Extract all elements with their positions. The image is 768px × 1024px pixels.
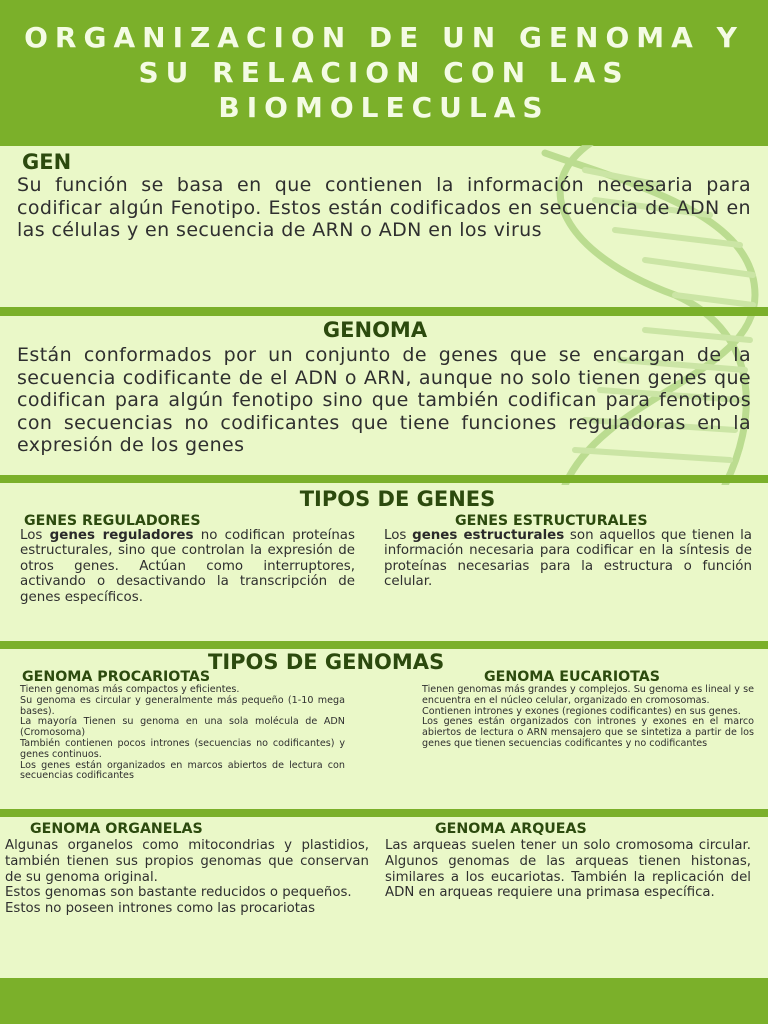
header-banner <box>0 0 768 146</box>
divider-bar <box>0 307 768 316</box>
genoma-text: Están conformados por un conjunto de genes que se encargan de la secuencia codificante de el ADN o ARN, aunque no solo tienen genes que codifican para algún fenotipo sino que también codifican para fenotipos con secuencias no codificantes que tiene funciones reguladoras en la expresión de los genes <box>17 344 751 457</box>
genes-estructurales-title: GENES ESTRUCTURALES <box>455 513 648 529</box>
tipos-genomas-title: TIPOS DE GENOMAS <box>208 650 445 674</box>
genoma-title: GENOMA <box>322 318 428 342</box>
gen-title: GEN <box>22 150 72 174</box>
genoma-eucariotas-title: GENOMA EUCARIOTAS <box>484 669 660 685</box>
tipos-genes-title: TIPOS DE GENES <box>299 487 496 511</box>
genoma-procariotas-text: Tienen genomas más compactos y eficientes. Su genoma es circular y generalmente más pequeño (1-10 mega bases). La mayoría Tienen su genoma en una sola molécula de ADN (Cromosoma) También contienen pocos intrones (secuencias no codificantes) y genes continuos. Los genes están organizados en marcos abiertos de lectura con secuencias codificantes <box>20 684 345 782</box>
genes-reguladores-title: GENES REGULADORES <box>24 513 201 529</box>
gen-text: Su función se basa en que contienen la información necesaria para codificar algún Fenotipo. Estos están codificados en secuencia de ADN en las células y en secuencia de ARN o ADN en los virus <box>17 174 751 242</box>
genoma-organelas-text: Algunas organelos como mitocondrias y plastidios, también tienen sus propios genomas que conservan de su genoma original. Estos genomas son bastante reducidos o pequeños. Estos no poseen intrones como las procariotas <box>5 838 369 917</box>
genoma-organelas-title: GENOMA ORGANELAS <box>30 821 203 837</box>
genes-reguladores-text: Los genes reguladores no codifican proteínas estructurales, sino que controlan la expresión de otros genes. Actúan como interruptores, activando o desactivando la transcripción de genes específicos. <box>20 528 355 605</box>
genoma-arqueas-title: GENOMA ARQUEAS <box>435 821 587 837</box>
genoma-procariotas-title: GENOMA PROCARIOTAS <box>22 669 211 685</box>
genes-estructurales-text: Los genes estructurales son aquellos que tienen la información necesaria para codificar en la síntesis de proteínas necesarias para la estructura o función celular. <box>384 528 752 590</box>
divider-bar <box>0 809 768 817</box>
genoma-eucariotas-text: Tienen genomas más grandes y complejos. Su genoma es lineal y se encuentra en el núcleo celular, organizado en cromosomas. Contienen intrones y exones (regiones codificantes) en sus genes. Los genes están organizados con intrones y exones en el marco abiertos de lectura o ARN mensajero que se sintetiza a partir de los genes que tienen secuencias codificantes y no codificantes <box>422 684 754 749</box>
genoma-arqueas-text: Las arqueas suelen tener un solo cromosoma circular. Algunos genomas de las arqueas tienen histonas, similares a los eucariotas. También la replicación del ADN en arqueas requiere una primasa específica. <box>385 838 751 901</box>
page-title: ORGANIZACION DE UN GENOMA Y SU RELACION CON LAS BIOMOLECULAS <box>24 21 744 124</box>
divider-bar <box>0 641 768 649</box>
footer-bar <box>0 978 768 1024</box>
divider-bar <box>0 475 768 483</box>
